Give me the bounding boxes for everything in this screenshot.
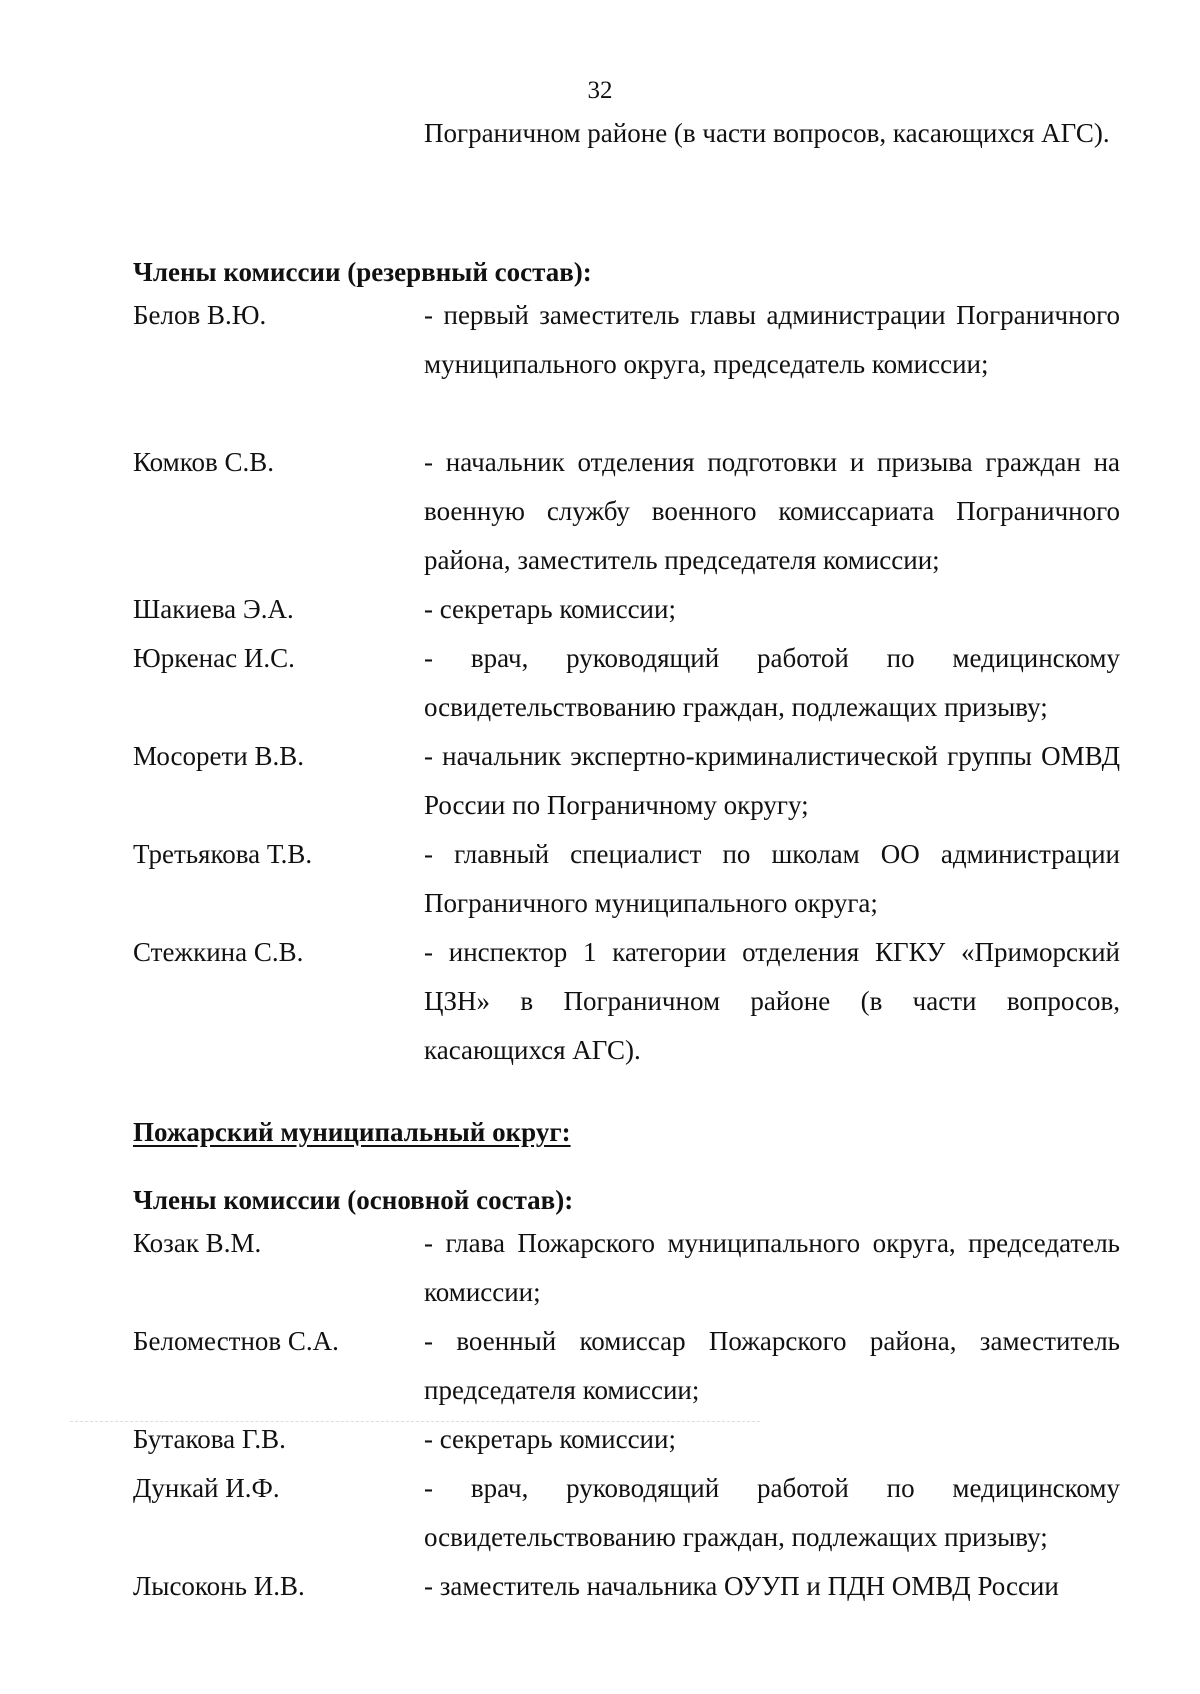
member-name: Юркенас И.С. [133,643,295,673]
reserve-members-heading: Члены комиссии (резервный состав): [133,257,592,287]
member-name: Беломестнов С.А. [133,1326,339,1356]
member-role: - врач, руководящий работой по медицинскому освидетельствованию граждан, подлежащих призыву; [424,1473,1120,1552]
main-members-heading: Члены комиссии (основной состав): [133,1185,574,1215]
member-role: - глава Пожарского муниципального округа, председатель комиссии; [424,1228,1120,1307]
member-role: - врач, руководящий работой по медицинскому освидетельствованию граждан, подлежащих призыву; [424,643,1120,722]
member-role: - заместитель начальника ОУУП и ПДН ОМВД России [424,1571,1059,1601]
member-role: - главный специалист по школам ОО администрации Пограничного муниципального округа; [424,839,1120,918]
member-name: Комков С.В. [133,447,274,477]
page-number: 32 [587,77,613,104]
member-role: - первый заместитель главы администрации Пограничного муниципального округа, председатель комиссии; [424,300,1120,379]
member-role: - военный комиссар Пожарского района, заместитель председателя комиссии; [424,1326,1120,1405]
member-role: - секретарь комиссии; [424,1424,676,1454]
member-name: Бутакова Г.В. [133,1424,286,1454]
member-name: Дункай И.Ф. [133,1473,280,1503]
member-name: Белов В.Ю. [133,300,267,330]
member-name: Стежкина С.В. [133,937,304,967]
member-name: Третьякова Т.В. [133,839,313,869]
member-role: - секретарь комиссии; [424,594,676,624]
member-name: Лысоконь И.В. [133,1571,305,1601]
member-role: - начальник отделения подготовки и призыва граждан на военную службу военного комиссариата Пограничного района, заместитель председателя комиссии; [424,447,1120,575]
member-role: - начальник экспертно-криминалистической группы ОМВД России по Пограничному округу; [424,741,1120,820]
member-name: Козак В.М. [133,1228,262,1258]
district-title: Пожарский муниципальный округ: [133,1117,571,1147]
member-role: - инспектор 1 категории отделения КГКУ «Приморский ЦЗН» в Пограничном районе (в части вопросов, касающихся АГС). [424,937,1120,1065]
member-name: Шакиева Э.А. [133,594,294,624]
continuation-text: Пограничном районе (в части вопросов, касающихся АГС). [424,118,1110,148]
member-name: Мосорети В.В. [133,741,304,771]
